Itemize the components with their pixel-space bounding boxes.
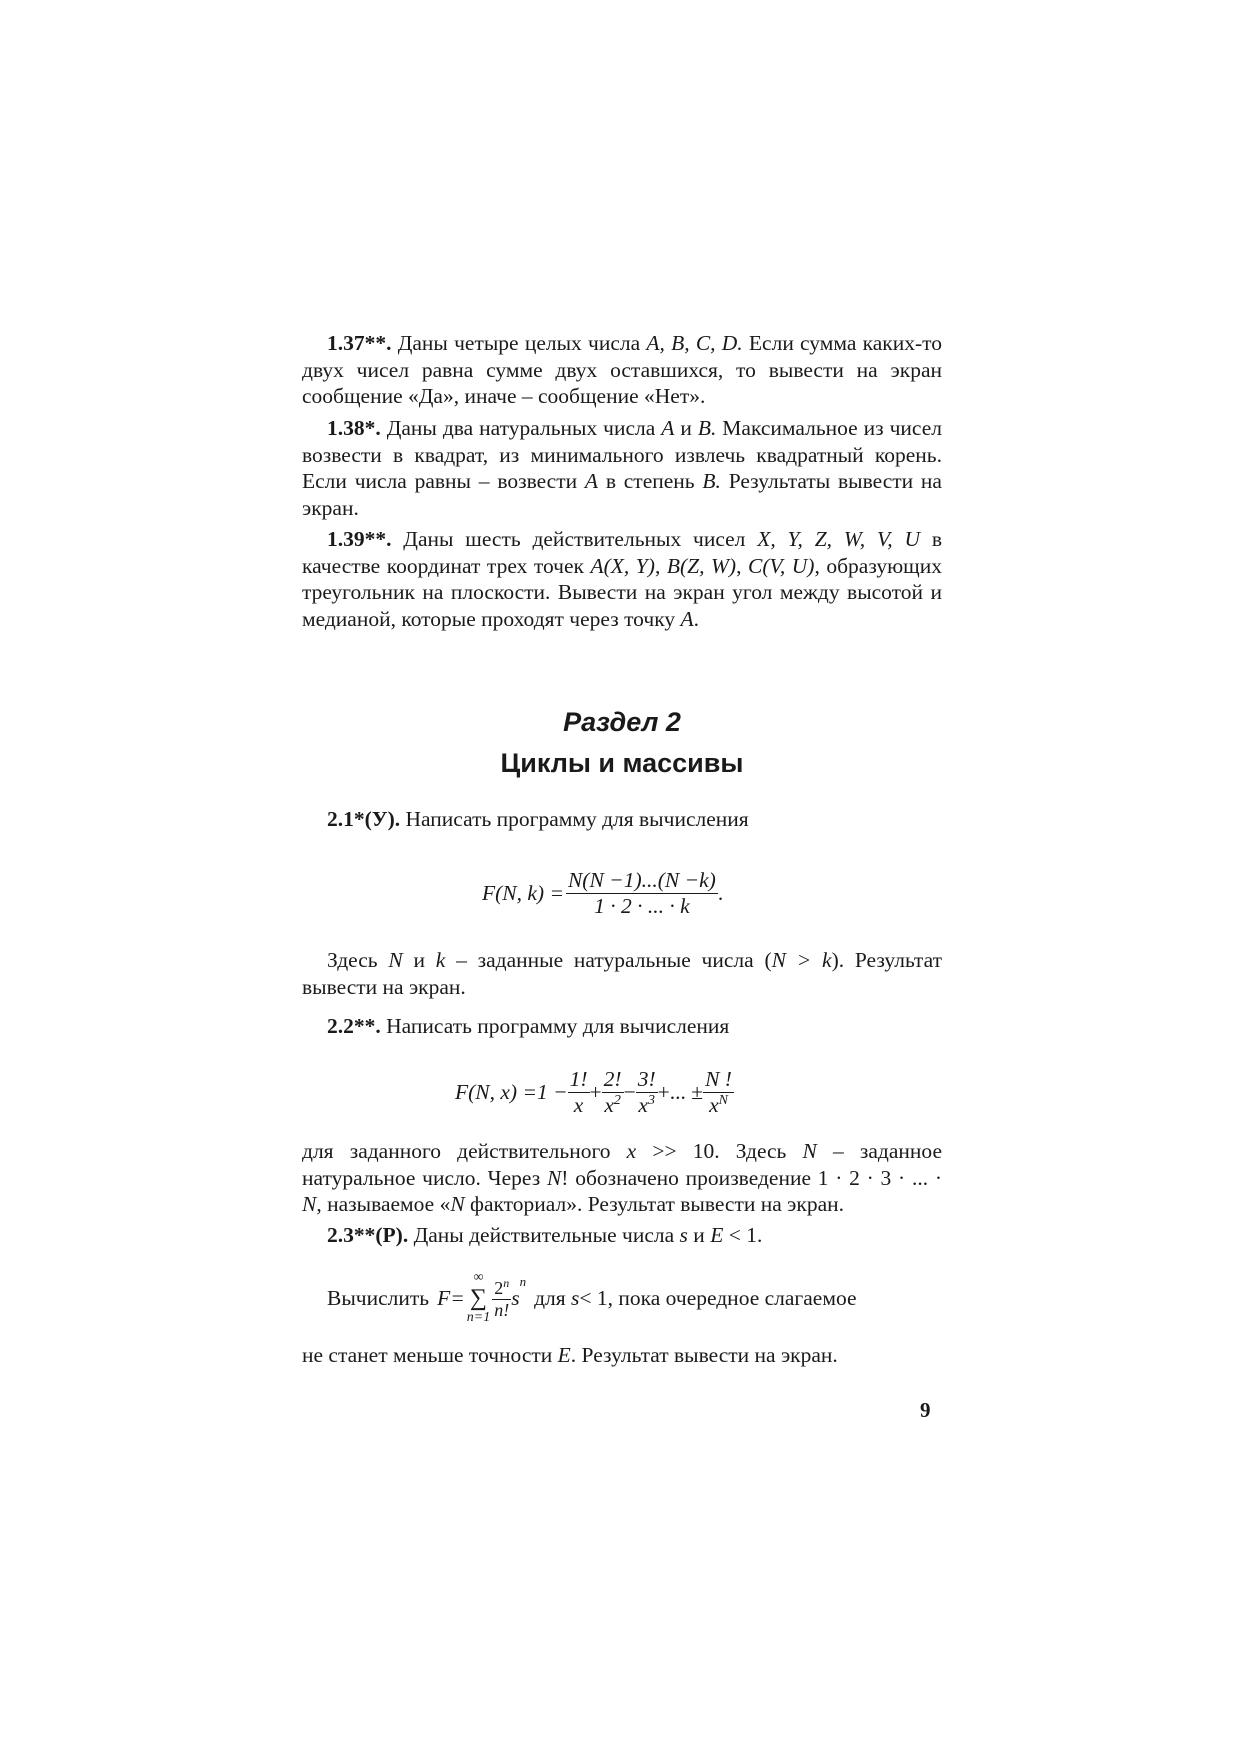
problem-1-37: 1.37**. Даны четыре целых числа A, B, C, D. Если сумма каких-то двух чисел равна сумме двух оставшихся, то вывести на экран сообщение «Да», иначе – сообщение «Нет». [302, 331, 942, 408]
problem-2-3-text: не станет меньше точности E. Результат вывести на экран. [302, 1343, 838, 1367]
formula-2-term-2: $\frac{2!}{x^2}$ [603, 1067, 622, 1118]
section-title: Циклы и массивы [500, 748, 744, 778]
formula-2: F(N, x) =1 − $\frac{1!}{x}$ + $\frac{2!}{x^2}$ − $\frac{3!}{x^3}$ +... ± $\frac{N !}{x^N}$ [455, 1067, 732, 1118]
formula-1-fraction: $\frac{N(N -1)...(N -k)}{1 \cdot 2 \cdot ... \cdot k}$ [567, 868, 716, 918]
formula-1: F(N, k) = $\frac{N(N -1)...(N -k)}{1 \cdot 2 \cdot ... \cdot k}$ . [482, 868, 724, 918]
section-label: Раздел 2 [563, 707, 681, 737]
problem-2-3-intro: 2.3**(Р). Даны действительные числа s и E < 1. [327, 1223, 763, 1247]
problem-1-38: 1.38*. Даны два натуральных числа A и B. Максимальное из чисел возвести в квадрат, из минимального извлечь квадратный корень. Если числа равны – возвести A в степень B. Результаты вывести на экран. [302, 416, 942, 520]
formula-2-term-n: $\frac{N !}{x^N}$ [705, 1067, 732, 1118]
formula-2-term-3: $\frac{3!}{x^3}$ [637, 1067, 656, 1118]
problem-2-1-intro: 2.1*(У). Написать программу для вычисления [327, 807, 749, 831]
page-number: 9 [920, 1398, 931, 1422]
formula-2-term-1: $\frac{1!}{x}$ [569, 1067, 588, 1118]
problem-2-2-intro: 2.2**. Написать программу для вычисления [327, 1014, 730, 1038]
sum-symbol: ∞ ∑ n=1 [466, 1270, 491, 1325]
problem-2-3-formula-line: Вычислить F= ∞ ∑ n=1 $\frac{2^n}{n!}$ s $^n$ для s < 1, пока очередное слагаемое [327, 1270, 857, 1325]
problem-2-2-text: для заданного действительного x >> 10. Здесь N – заданное натуральное число. Через N! обозначено произведение 1 · 2 · 3 · ... · N, называемое «N факториал». Результат вывести на экран. [302, 1139, 942, 1216]
problem-1-39: 1.39**. Даны шесть действительных чисел X, Y, Z, W, V, U в качестве координат трех точек A(X, Y), B(Z, W), C(V, U), образующих треугольник на плоскости. Вывести на экран угол между высотой и медианой, которые проходят через точку A. [302, 527, 942, 631]
formula-3-fraction: $\frac{2^n}{n!}$ [494, 1275, 510, 1320]
problem-2-1-text: Здесь N и k – заданные натуральные числа (N > k). Результат вывести на экран. [302, 948, 942, 999]
